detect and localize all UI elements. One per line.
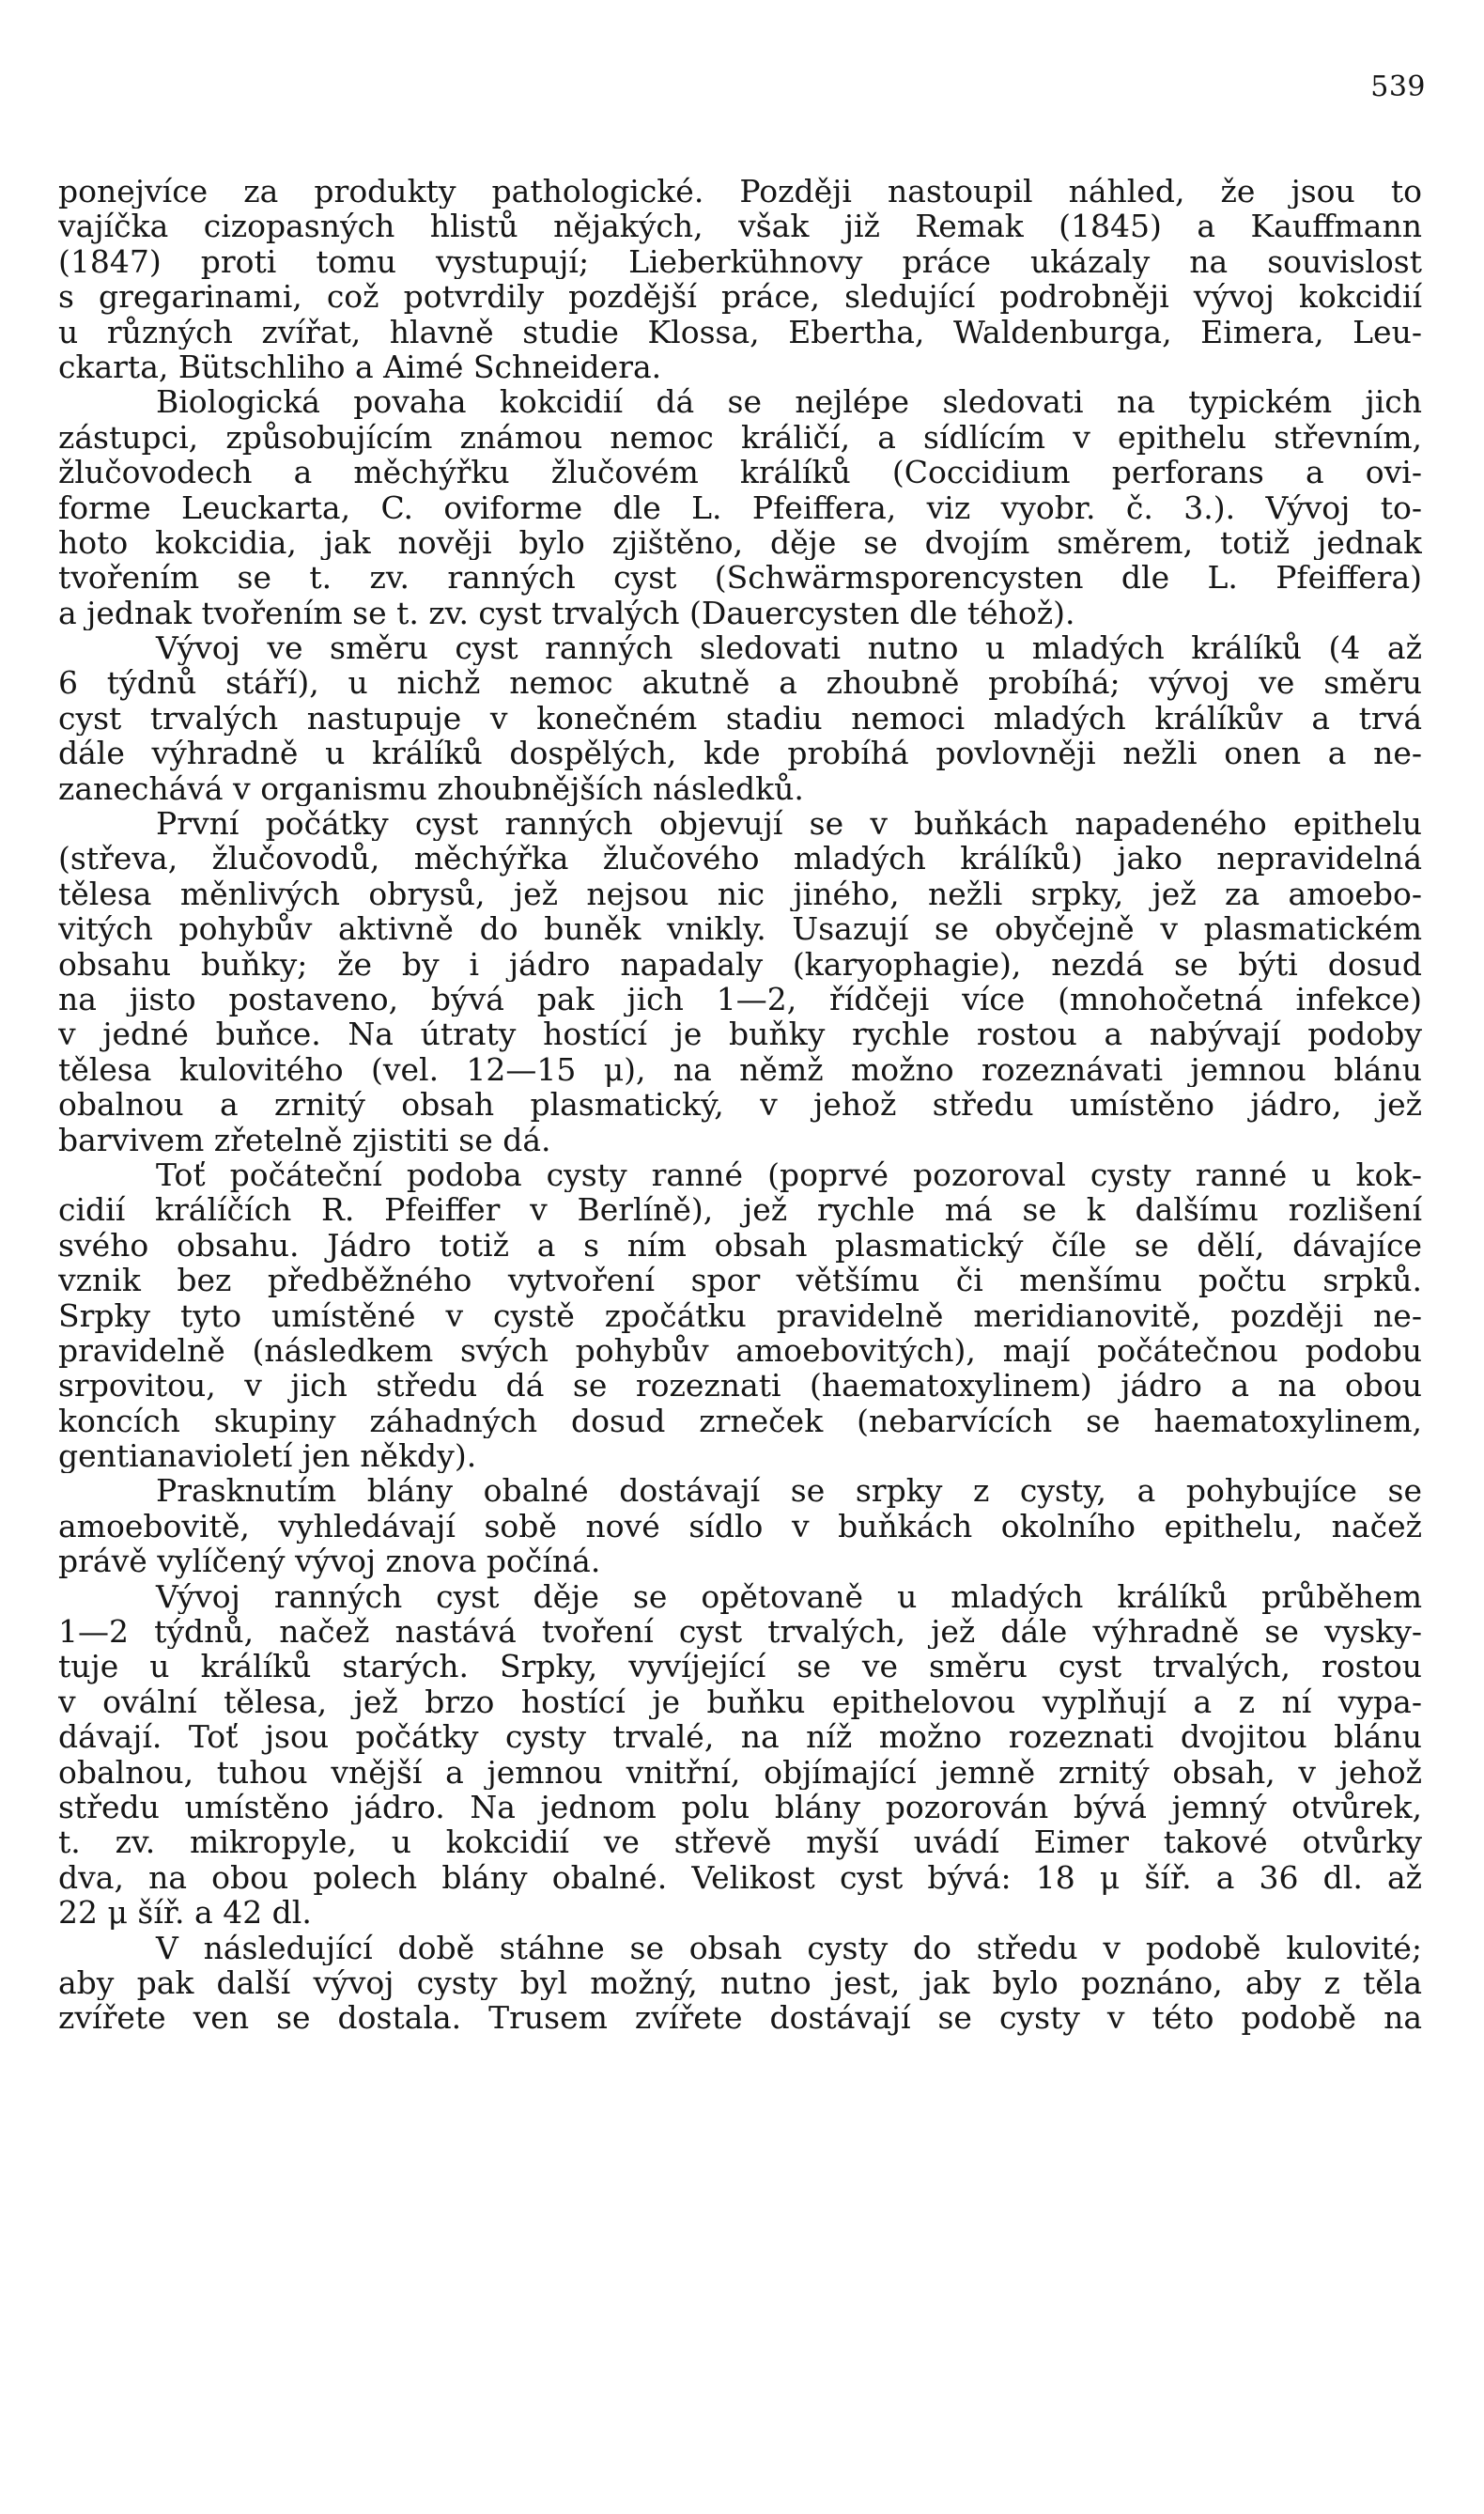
text-line: na jisto postaveno, bývá pak jich 1—2, řídčeji více (mnohočetná infekce) <box>58 981 1422 1017</box>
text-line: dále výhradně u králíků dospělých, kde probíhá povlovněji nežli onen a ne- <box>58 736 1422 771</box>
text-line: právě vylíčený vývoj znova počíná. <box>58 1544 601 1579</box>
text-line: srpovitou, v jich středu dá se rozeznati (haematoxylinem) jádro a na obou <box>58 1368 1422 1404</box>
text-line: tuje u králíků starých. Srpky, vyvíjející se ve směru cyst trvalých, rostou <box>58 1649 1422 1684</box>
text-line: Srpky tyto umístěné v cystě zpočátku pravidelně meridianovitě, později ne- <box>58 1297 1422 1333</box>
text-line: (1847) proti tomu vystupují; Lieberkühnovy práce ukázaly na souvislost <box>58 243 1422 280</box>
text-line: Biologická povaha kokcidií dá se nejlépe sledovati na typickém jich <box>156 384 1422 420</box>
text-line: zvířete ven se dostala. Trusem zvířete dostávají se cysty v této podobě na <box>58 2000 1422 2036</box>
text-line: v jedné buňce. Na útraty hostící je buňky rychle rostou a nabývají podoby <box>58 1016 1422 1052</box>
text-line: obalnou a zrnitý obsah plasmatický, v jehož středu umístěno jádro, jež <box>58 1087 1422 1123</box>
text-line: Vývoj ve směru cyst ranných sledovati nutno u mladých králíků (4 až <box>156 630 1422 666</box>
text-line: koncích skupiny záhadných dosud zrneček (nebarvících se haematoxylinem, <box>58 1403 1422 1439</box>
text-line: středu umístěno jádro. Na jednom polu blány pozorován bývá jemný otvůrek, <box>58 1789 1422 1825</box>
text-line: 22 μ šíř. a 42 dl. <box>58 1895 312 1931</box>
text-line: vznik bez předběžného vytvoření spor většímu či menšímu počtu srpků. <box>58 1263 1422 1298</box>
text-line: dávají. Toť jsou počátky cysty trvalé, na níž možno rozeznati dvojitou blánu <box>58 1719 1422 1755</box>
text-line: svého obsahu. Jádro totiž a s ním obsah plasmatický číle se dělí, dávajíce <box>58 1227 1422 1264</box>
paragraph <box>58 1931 1422 2036</box>
text-line: u různých zvířat, hlavně studie Klossa, Ebertha, Waldenburga, Eimera, Leu- <box>58 314 1422 349</box>
text-line: ckarta, Bütschliho a Aimé Schneidera. <box>58 349 662 385</box>
text-line: v ovální tělesa, jež brzo hostící je buňku epithelovou vyplňují a z ní vypa- <box>58 1684 1422 1720</box>
text-line: obalnou, tuhou vnější a jemnou vnitřní, objímající jemně zrnitý obsah, v jehož <box>58 1754 1422 1790</box>
text-line: gentianavioletí jen někdy). <box>58 1438 477 1474</box>
text-line: Prasknutím blány obalné dostávají se srpky z cysty, a pohybujíce se <box>156 1473 1422 1509</box>
text-line: První počátky cyst ranných objevují se v buňkách napadeného epithelu <box>156 806 1422 842</box>
text-line: (střeva, žlučovodů, měchýřka žlučového mladých králíků) jako nepravidelná <box>58 841 1422 877</box>
text-line: t. zv. mikropyle, u kokcidií ve střevě myší uvádí Eimer takové otvůrky <box>58 1824 1422 1860</box>
text-line: vajíčka cizopasných hlistů nějakých, však již Remak (1845) a Kauffmann <box>58 209 1422 244</box>
paragraph <box>58 384 1422 630</box>
text-line: cyst trvalých nastupuje v konečném stadiu nemoci mladých králíkův a trvá <box>58 700 1422 737</box>
text-line: s gregarinami, což potvrdily pozdější práce, sledující podrobněji vývoj kokcidií <box>58 279 1422 315</box>
text-line: aby pak další vývoj cysty byl možný, nutno jest, jak bylo poznáno, aby z těla <box>58 1964 1422 2001</box>
text-line: tělesa měnlivých obrysů, jež nejsou nic jiného, nežli srpky, jež za amoebo- <box>58 876 1422 912</box>
page-number: 539 <box>1370 70 1426 103</box>
text-line: žlučovodech a měchýřku žlučovém králíků (Coccidium perforans a ovi- <box>58 455 1422 490</box>
text-line: barvivem zřetelně zjistiti se dá. <box>58 1122 551 1157</box>
text-line: pravidelně (následkem svých pohybův amoebovitých), mají počátečnou podobu <box>58 1332 1422 1369</box>
text-line: tělesa kulovitého (vel. 12—15 μ), na němž možno rozeznávati jemnou blánu <box>58 1051 1422 1088</box>
text-line: forme Leuckarta, C. oviforme dle L. Pfeiffera, viz vyobr. č. 3.). Vývoj to- <box>58 489 1422 525</box>
text-line: tvořením se t. zv. ranných cyst (Schwärmsporencysten dle L. Pfeiffera) <box>58 560 1422 596</box>
text-line: cidií králíčích R. Pfeiffer v Berlíně), jež rychle má se k dalšímu rozlišení <box>58 1192 1422 1228</box>
paragraph <box>58 174 1422 384</box>
text-line: Vývoj ranných cyst děje se opětovaně u mladých králíků průběhem <box>156 1578 1422 1615</box>
text-line: Toť počáteční podoba cysty ranné (poprvé pozoroval cysty ranné u kok- <box>156 1156 1422 1193</box>
text-line: zástupci, způsobujícím známou nemoc králičí, a sídlícím v epithelu střevním, <box>58 419 1422 456</box>
text-line: V následující době stáhne se obsah cysty do středu v podobě kulovité; <box>156 1930 1422 1965</box>
text-line: zanechává v organismu zhoubnějších následků. <box>58 770 804 807</box>
text-line: 1—2 týdnů, načež nastává tvoření cyst trvalých, jež dále výhradně se vysky- <box>58 1614 1422 1650</box>
text-line: amoebovitě, vyhledávají sobě nové sídlo v buňkách okolního epithelu, načež <box>58 1508 1422 1544</box>
text-line: a jednak tvořením se t. zv. cyst trvalých (Dauercysten dle téhož). <box>58 595 1075 631</box>
paragraph <box>58 1579 1422 1931</box>
text-line: dva, na obou polech blány obalné. Velikost cyst bývá: 18 μ šíř. a 36 dl. až <box>58 1859 1422 1896</box>
paragraph <box>58 1157 1422 1474</box>
text-line: vitých pohybův aktivně do buněk vnikly. Usazují se obyčejně v plasmatickém <box>58 911 1422 947</box>
text-line: obsahu buňky; že by i jádro napadaly (karyophagie), nezdá se býti dosud <box>58 946 1422 982</box>
text-line: ponejvíce za produkty pathologické. Později nastoupil náhled, že jsou to <box>58 174 1422 210</box>
text-line: hoto kokcidia, jak nověji bylo zjištěno, děje se dvojím směrem, totiž jednak <box>58 524 1422 561</box>
text-line: 6 týdnů stáří), u nichž nemoc akutně a zhoubně probíhá; vývoj ve směru <box>58 665 1422 701</box>
body-text <box>58 174 1422 2036</box>
paragraph <box>58 630 1422 806</box>
paragraph <box>58 806 1422 1157</box>
paragraph <box>58 1473 1422 1578</box>
